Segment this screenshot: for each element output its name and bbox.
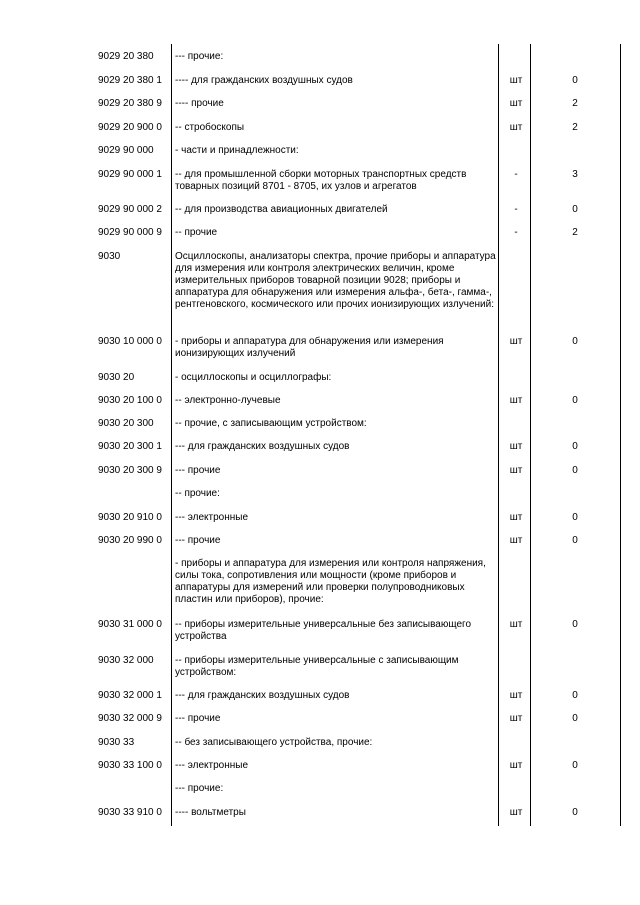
duty-rate: 0 [572,807,578,818]
commodity-description: -- для производства авиационных двигателей [175,204,388,215]
commodity-description: --- прочие [175,535,221,546]
duty-rate: 0 [572,690,578,701]
unit-of-measure: шт [509,619,523,630]
commodity-code: 9030 10 000 0 [98,336,162,347]
duty-rate: 0 [572,619,578,630]
commodity-code: 9030 33 [98,737,135,748]
commodity-description: - приборы и аппаратура для измерения или контроля напряжения, силы тока, сопротивления или мощности (кроме приборов и аппаратуры для измерений или проверки полупроводниковых пластин или приборов), прочие: [175,558,486,605]
commodity-code: 9029 20 380 [98,51,154,62]
commodity-description: --- для гражданских воздушных судов [175,690,350,701]
commodity-code: 9030 31 000 0 [98,619,162,630]
commodity-description: ---- вольтметры [175,807,246,818]
unit-of-measure: шт [509,807,523,818]
duty-rate: 3 [572,169,578,180]
commodity-description: --- для гражданских воздушных судов [175,441,350,452]
commodity-code: 9030 32 000 [98,655,154,666]
commodity-code: 9030 [98,251,121,262]
commodity-description: --- прочие [175,465,221,476]
commodity-description: - части и принадлежности: [175,145,299,156]
commodity-code: 9029 20 380 9 [98,98,162,109]
unit-of-measure: - [514,169,518,180]
commodity-description: --- прочие: [175,783,224,794]
duty-rate: 2 [572,122,578,133]
commodity-code: 9030 20 990 0 [98,535,162,546]
duty-rate: 0 [572,713,578,724]
duty-rate: 0 [572,465,578,476]
commodity-description: Осциллоскопы, анализаторы спектра, прочие приборы и аппаратура для измерения или контроля электрических величин, кроме измерительных приборов товарной позиции 9028; приборы и аппаратура для обнаружения или измерения альфа-, бета-, гамма-, рентгеновского, космического или прочих ионизирующих излучений: [175,251,496,310]
commodity-code: 9029 90 000 [98,145,154,156]
commodity-description: -- приборы измерительные универсальные с записывающим устройством: [175,655,459,678]
unit-of-measure: шт [509,98,523,109]
duty-rate: 0 [572,535,578,546]
column-divider [498,44,499,826]
unit-of-measure: шт [509,690,523,701]
commodity-description: - осциллоскопы и осциллографы: [175,372,332,383]
commodity-description: --- прочие: [175,51,224,62]
unit-of-measure: шт [509,122,523,133]
duty-rate: 2 [572,98,578,109]
commodity-code: 9030 20 300 1 [98,441,162,452]
unit-of-measure: - [514,227,518,238]
commodity-description: -- без записывающего устройства, прочие: [175,737,373,748]
commodity-code: 9030 20 [98,372,135,383]
commodity-description: --- электронные [175,512,249,523]
commodity-description: -- прочие: [175,488,220,499]
commodity-code: 9029 90 000 9 [98,227,162,238]
commodity-code: 9030 33 100 0 [98,760,162,771]
duty-rate: 0 [572,75,578,86]
column-divider [171,44,172,826]
duty-rate: 0 [572,441,578,452]
commodity-code: 9030 20 300 9 [98,465,162,476]
commodity-code: 9030 20 300 [98,418,154,429]
commodity-code: 9029 90 000 2 [98,204,162,215]
commodity-description: --- электронные [175,760,249,771]
commodity-description: ---- для гражданских воздушных судов [175,75,353,86]
unit-of-measure: шт [509,465,523,476]
unit-of-measure: шт [509,441,523,452]
commodity-description: --- прочие [175,713,221,724]
commodity-code: 9030 20 910 0 [98,512,162,523]
commodity-code: 9029 90 000 1 [98,169,162,180]
commodity-code: 9029 20 380 1 [98,75,162,86]
unit-of-measure: шт [509,75,523,86]
unit-of-measure: шт [509,535,523,546]
commodity-description: -- прочие, с записывающим устройством: [175,418,367,429]
unit-of-measure: шт [509,760,523,771]
commodity-code: 9030 32 000 9 [98,713,162,724]
unit-of-measure: - [514,204,518,215]
commodity-code: 9030 33 910 0 [98,807,162,818]
commodity-description: -- для промышленной сборки моторных транспортных средств товарных позиций 8701 - 8705, их узлов и агрегатов [175,169,467,192]
commodity-description: -- электронно-лучевые [175,395,281,406]
column-divider [530,44,531,826]
duty-rate: 0 [572,512,578,523]
commodity-description: ---- прочие [175,98,224,109]
duty-rate: 2 [572,227,578,238]
unit-of-measure: шт [509,713,523,724]
commodity-description: - приборы и аппаратура для обнаружения или измерения ионизирующих излучений [175,336,444,359]
duty-rate: 0 [572,336,578,347]
unit-of-measure: шт [509,512,523,523]
column-divider [620,44,621,826]
commodity-code: 9030 32 000 1 [98,690,162,701]
duty-rate: 0 [572,760,578,771]
commodity-description: -- стробоскопы [175,122,245,133]
commodity-code: 9030 20 100 0 [98,395,162,406]
commodity-description: -- прочие [175,227,218,238]
commodity-code: 9029 20 900 0 [98,122,162,133]
unit-of-measure: шт [509,395,523,406]
duty-rate: 0 [572,204,578,215]
duty-rate: 0 [572,395,578,406]
commodity-description: -- приборы измерительные универсальные без записывающего устройства [175,619,472,642]
unit-of-measure: шт [509,336,523,347]
